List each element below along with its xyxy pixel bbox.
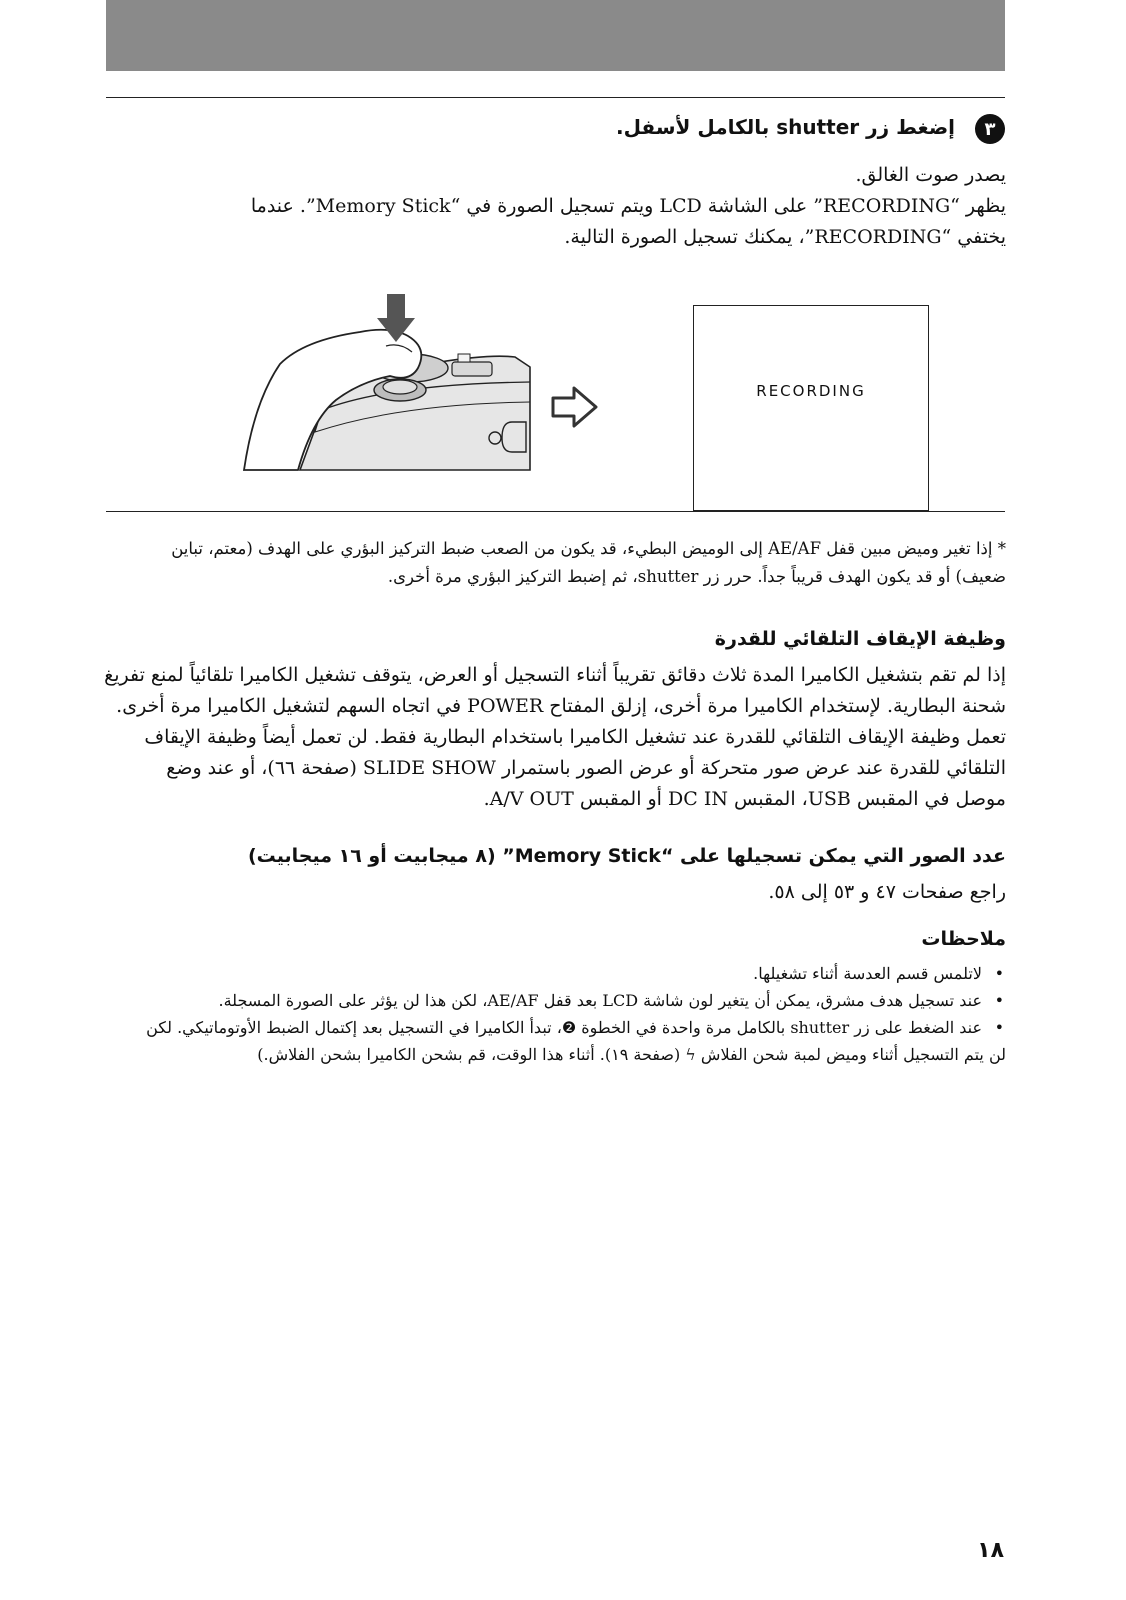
auto-power-off-line: إذا لم تقم بتشغيل الكاميرا المدة ثلاث دقائق تقريباً أثناء التسجيل أو العرض، يتوقف تشغيل الكاميرا تلقائياً لمنع تفريغ (104, 664, 1006, 686)
intro-line: يظهر “RECORDING” على الشاشة LCD ويتم تسجيل الصورة في “Memory Stick”. عندما (250, 195, 1006, 217)
auto-power-off-line: موصل في المقبس USB، المقبس DC IN أو المقبس A/V OUT. (483, 788, 1006, 810)
step-number-badge: ٣ (975, 114, 1005, 144)
footnote-line: * إذا تغير وميض مبين قفل AE/AF إلى الوميض البطيء، قد يكون من الصعب ضبط التركيز البؤري على الهدف (معتم، تباين (171, 539, 1006, 558)
auto-power-off-line: التلقائي للقدرة عند عرض صور متحركة أو عرض الصور باستمرار SLIDE SHOW (صفحة ٦٦)، أو عند وضع (166, 757, 1006, 779)
note-item (106, 960, 1006, 987)
intro-paragraph (106, 160, 1006, 253)
auto-power-off-line: شحنة البطارية. لإستخدام الكاميرا مرة أخرى، إزلق المفتاح POWER في اتجاه السهم لتشغيل الكاميرا مرة أخرى. (116, 695, 1006, 717)
footnote (106, 535, 1006, 591)
right-arrow-icon (550, 385, 600, 429)
auto-power-off-line: تعمل وظيفة الإيقاف التلقائي للقدرة عند تشغيل الكاميرا باستخدام البطارية فقط. لن تعمل أيضاً وظيفة الإيقاف (144, 726, 1006, 748)
note-item (106, 1014, 1006, 1041)
image-count-paragraph (106, 877, 1006, 908)
note-text: عند الضغط على زر shutter بالكامل مرة واحدة في الخطوة ❷، تبدأ الكاميرا في التسجيل بعد إكتمال الضبط الأوتوماتيكي. لكن (146, 1018, 982, 1037)
auto-power-off-paragraph (106, 660, 1006, 815)
auto-power-off-heading: وظيفة الإيقاف التلقائي للقدرة (714, 628, 1006, 650)
lcd-recording-text: RECORDING (756, 382, 866, 400)
step-3 (125, 114, 1005, 144)
note-item-continuation (106, 1041, 1006, 1068)
footnote-line: ضعيف) أو قد يكون الهدف قريباً جداً. حرر زر shutter، ثم إضبط التركيز البؤري مرة أخرى. (387, 567, 1006, 586)
bullet-icon: • (994, 1018, 1004, 1037)
note-text: لاتلمس قسم العدسة أثناء تشغيلها. (753, 964, 982, 983)
shutter-press-illustration (240, 292, 540, 472)
top-rule (106, 97, 1005, 98)
bullet-icon: • (994, 991, 1004, 1010)
intro-line: يختفي “RECORDING”، يمكنك تسجيل الصورة التالية. (564, 226, 1006, 248)
note-item (106, 987, 1006, 1014)
figure-bottom-rule (106, 511, 1005, 512)
header-bar (106, 0, 1005, 71)
notes-list (106, 960, 1006, 1068)
image-count-heading: عدد الصور التي يمكن تسجيلها على “Memory Stick” (٨ ميجابيت أو ١٦ ميجابيت) (247, 845, 1006, 867)
bullet-icon: • (994, 964, 1004, 983)
lcd-screen (693, 305, 929, 511)
note-text: عند تسجيل هدف مشرق، يمكن أن يتغير لون شاشة LCD بعد قفل AE/AF، لكن هذا لن يؤثر على الصورة المسجلة. (218, 991, 982, 1010)
intro-line: يصدر صوت الغالق. (855, 164, 1006, 186)
notes-heading: ملاحظات (921, 928, 1006, 950)
step-title: إضغط زر shutter بالكامل لأسفل. (615, 115, 955, 139)
image-count-line: راجع صفحات ٤٧ و ٥٣ إلى ٥٨. (768, 881, 1006, 903)
page-number: ١٨ (977, 1538, 1004, 1563)
note-text: لن يتم التسجيل أثناء وميض لمبة شحن الفلاش ϟ (صفحة ١٩). أثناء هذا الوقت، قم بشحن الكاميرا بشحن الفلاش.) (257, 1045, 1006, 1064)
